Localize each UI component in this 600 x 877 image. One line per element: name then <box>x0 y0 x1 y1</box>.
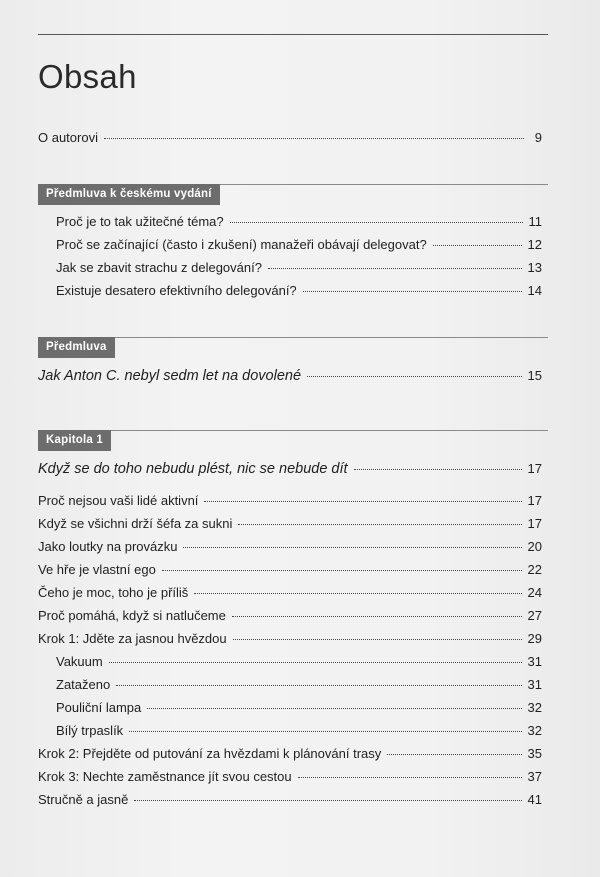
section-badge: Kapitola 1 <box>38 430 111 451</box>
toc-entry <box>56 235 542 255</box>
toc-entry <box>38 128 542 148</box>
toc-entry-page: 11 <box>528 214 542 229</box>
toc-entry-page: 29 <box>527 631 542 646</box>
dot-leader <box>307 376 521 377</box>
toc-entry <box>38 606 542 626</box>
toc-entry-page: 32 <box>527 700 542 715</box>
section-rule <box>38 430 548 431</box>
top-rule <box>38 34 548 35</box>
toc-entry-label: Proč je to tak užitečné téma? <box>56 214 224 229</box>
toc-entry-page: 17 <box>527 461 542 476</box>
toc-entry-label: Proč pomáhá, když si natlučeme <box>38 608 226 623</box>
toc-entry-label: Proč nejsou vaši lidé aktivní <box>38 493 199 508</box>
toc-entry <box>38 790 542 810</box>
dot-leader <box>134 800 521 801</box>
toc-entry <box>38 514 542 534</box>
toc-subentry <box>56 721 542 741</box>
toc-entry-label: Stručně a jasně <box>38 792 129 807</box>
toc-entry-page: 31 <box>527 677 542 692</box>
dot-leader <box>433 245 522 246</box>
toc-entry <box>38 491 542 511</box>
toc-entry <box>56 281 542 301</box>
toc-entry-label: Vakuum <box>56 654 103 669</box>
toc-entry-page: 17 <box>527 516 542 531</box>
toc-entry-page: 9 <box>534 130 542 145</box>
toc-subentry <box>56 652 542 672</box>
section-badge: Předmluva k českému vydání <box>38 184 220 205</box>
dot-leader <box>116 685 521 686</box>
toc-entry <box>38 583 542 603</box>
toc-entry <box>38 366 542 386</box>
dot-leader <box>230 222 523 223</box>
toc-entry <box>38 537 542 557</box>
dot-leader <box>387 754 521 755</box>
toc-subentry <box>56 675 542 695</box>
toc-entry-label: Krok 3: Nechte zaměstnance jít svou cestou <box>38 769 292 784</box>
dot-leader <box>298 777 522 778</box>
toc-entry-page: 20 <box>527 539 542 554</box>
toc-entry-label: O autorovi <box>38 130 98 145</box>
toc-entry-page: 14 <box>527 283 542 298</box>
toc-entry-label: Existuje desatero efektivního delegování? <box>56 283 297 298</box>
toc-entry-label: Krok 1: Jděte za jasnou hvězdou <box>38 631 227 646</box>
toc-entry-page: 17 <box>527 493 542 508</box>
toc-entry-page: 22 <box>527 562 542 577</box>
toc-entry <box>56 258 542 278</box>
toc-subentry <box>56 698 542 718</box>
dot-leader <box>162 570 522 571</box>
toc-entry-label: Jak se zbavit strachu z delegování? <box>56 260 262 275</box>
toc-entry-page: 32 <box>527 723 542 738</box>
toc-entry-label: Ve hře je vlastní ego <box>38 562 156 577</box>
dot-leader <box>238 524 521 525</box>
toc-entry-label: Jako loutky na provázku <box>38 539 178 554</box>
dot-leader <box>194 593 521 594</box>
toc-entry-page: 13 <box>527 260 542 275</box>
dot-leader <box>147 708 521 709</box>
toc-entry <box>38 767 542 787</box>
dot-leader <box>268 268 522 269</box>
toc-entry-label: Proč se začínající (často i zkušení) manažeři obávají delegovat? <box>56 237 427 252</box>
dot-leader <box>109 662 522 663</box>
toc-entry-label: Jak Anton C. nebyl sedm let na dovolené <box>38 368 302 384</box>
dot-leader <box>183 547 521 548</box>
page-title: Obsah <box>38 58 137 95</box>
dot-leader <box>232 616 522 617</box>
toc-entry <box>38 560 542 580</box>
toc-entry-label: Čeho je moc, toho je příliš <box>38 585 189 600</box>
dot-leader <box>129 731 521 732</box>
toc-entry-page: 31 <box>527 654 542 669</box>
toc-entry-page: 41 <box>527 792 542 807</box>
chapter-heading <box>38 459 542 479</box>
toc-entry <box>38 744 542 764</box>
dot-leader <box>104 138 524 139</box>
toc-entry-label: Zataženo <box>56 677 111 692</box>
dot-leader <box>354 469 522 470</box>
toc-entry-label: Když se všichni drží šéfa za sukni <box>38 516 233 531</box>
dot-leader <box>303 291 522 292</box>
dot-leader <box>233 639 522 640</box>
toc-entry-page: 37 <box>527 769 542 784</box>
toc-entry-page: 27 <box>527 608 542 623</box>
toc-entry-page: 12 <box>527 237 542 252</box>
toc-entry-label: Když se do toho nebudu plést, nic se nebude dít <box>38 461 348 477</box>
toc-entry-label: Bílý trpaslík <box>56 723 124 738</box>
dot-leader <box>204 501 521 502</box>
toc-entry-page: 24 <box>527 585 542 600</box>
toc-entry-label: Pouliční lampa <box>56 700 142 715</box>
toc-entry-page: 15 <box>527 368 542 383</box>
toc-entry-label: Krok 2: Přejděte od putování za hvězdami k plánování trasy <box>38 746 382 761</box>
section-badge: Předmluva <box>38 337 115 358</box>
toc-entry <box>56 212 542 232</box>
toc-entry-page: 35 <box>527 746 542 761</box>
toc-entry <box>38 629 542 649</box>
